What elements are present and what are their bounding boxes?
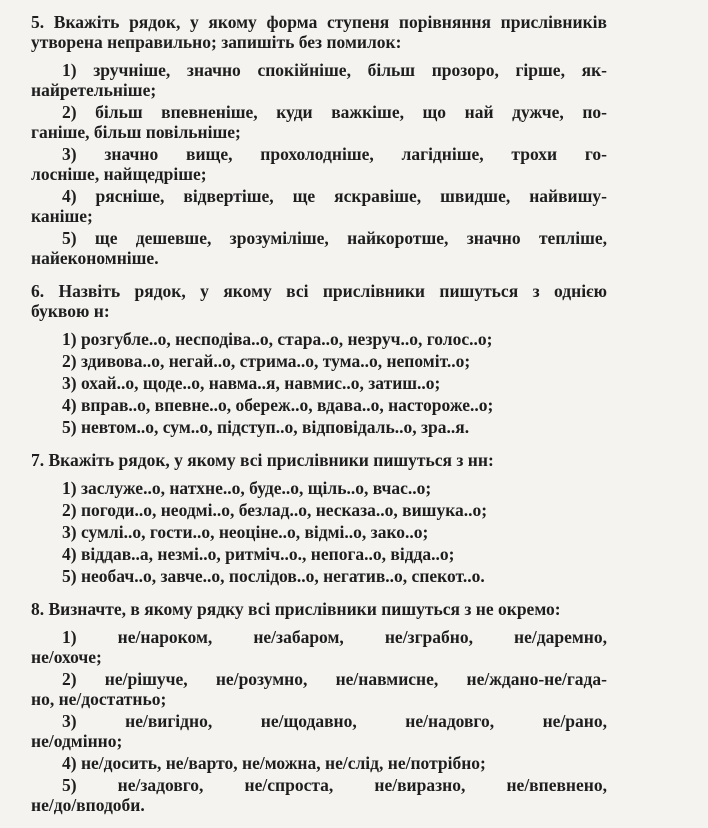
text-line: 2) здивова..о, негай..о, стрима..о, тума..о, непоміт..о; — [62, 351, 471, 371]
text-line: 3) сумлі..о, гости..о, неоціне..о, відмі..о, зако..о; — [62, 522, 429, 542]
text-line: 4) віддав..а, незмі..о, ритміч..о., непога..о, відда..о; — [62, 544, 455, 564]
text-line: 1) розгубле..о, несподіва..о, стара..о, незруч..о, голос..о; — [62, 329, 493, 349]
answer-option — [31, 228, 607, 268]
text-line: 3) значно вище, прохолодніше, лагідніше, трохи го- — [62, 144, 607, 164]
answer-option — [31, 669, 607, 709]
text-line: 1) зручніше, значно спокійніше, більш прозоро, гірше, як- — [62, 60, 607, 80]
text-line: 4) вправ..о, впевне..о, обереж..о, вдава..о, настороже..о; — [62, 395, 494, 415]
text-line: 5) необач..о, завче..о, послідов..о, негатив..о, спекот..о. — [62, 566, 485, 586]
text-line: 5) невтом..о, сум..о, підступ..о, відповідаль..о, зра..я. — [62, 417, 470, 437]
question-title — [31, 599, 607, 619]
answer-option — [31, 775, 607, 815]
exercise-page — [31, 12, 607, 828]
text-line: каніше; — [31, 206, 93, 226]
text-line: ганіше, більш повільніше; — [31, 122, 241, 142]
text-line: 1) не/нароком, не/забаром, не/зграбно, не/даремно, — [62, 627, 607, 647]
question-7 — [31, 450, 607, 586]
text-line: 5) ще дешевше, зрозуміліше, найкоротше, значно тепліше, — [62, 228, 607, 248]
question-title — [31, 450, 607, 470]
text-line: лосніше, найщедріше; — [31, 164, 207, 184]
question-title — [31, 12, 607, 52]
answer-option — [31, 144, 607, 184]
text-line: 8. Визначте, в якому рядку всі прислівники пишуться з не окремо: — [31, 599, 561, 619]
answer-option — [31, 373, 607, 393]
answer-option — [31, 417, 607, 437]
text-line: 2) більш впевненіше, куди важкіше, що най дужче, по- — [62, 102, 607, 122]
text-line: 4) рясніше, відвертіше, ще яскравіше, швидше, найвишу- — [62, 186, 607, 206]
text-line: 1) заслуже..о, натхне..о, буде..о, щіль..о, вчас..о; — [62, 478, 432, 498]
answer-option — [31, 395, 607, 415]
question-title — [31, 281, 607, 321]
answer-option — [31, 544, 607, 564]
answer-option — [31, 351, 607, 371]
question-5 — [31, 12, 607, 268]
answer-option — [31, 627, 607, 667]
question-8 — [31, 599, 607, 815]
text-line: 3) охай..о, щоде..о, навма..я, навмис..о, затиш..о; — [62, 373, 441, 393]
text-line: найекономніше. — [31, 248, 159, 268]
answer-option — [31, 186, 607, 226]
text-line: утворена неправильно; запишіть без помилок: — [31, 32, 402, 52]
answer-option — [31, 500, 607, 520]
text-line: не/охоче; — [31, 647, 102, 667]
answer-option — [31, 478, 607, 498]
answer-option — [31, 566, 607, 586]
text-line: 2) погоди..о, неодмі..о, безлад..о, несказа..о, вишука..о; — [62, 500, 488, 520]
answer-option — [31, 60, 607, 100]
text-line: но, не/достатньо; — [31, 689, 167, 709]
question-6 — [31, 281, 607, 437]
answer-option — [31, 102, 607, 142]
answer-option — [31, 711, 607, 751]
text-line: 5) не/задовго, не/спроста, не/виразно, не/впевнено, — [62, 775, 607, 795]
text-line: 5. Вкажіть рядок, у якому форма ступеня порівняння прислівників — [31, 12, 607, 32]
text-line: 4) не/досить, не/варто, не/можна, не/слід, не/потрібно; — [62, 753, 486, 773]
text-line: не/до/вподоби. — [31, 795, 145, 815]
text-line: 6. Назвіть рядок, у якому всі прислівники пишуться з однією — [31, 281, 607, 301]
answer-option — [31, 753, 607, 773]
text-line: 3) не/вигідно, не/щодавно, не/надовго, не/рано, — [62, 711, 607, 731]
text-line: 7. Вкажіть рядок, у якому всі прислівники пишуться з нн: — [31, 450, 494, 470]
answer-option — [31, 522, 607, 542]
answer-option — [31, 329, 607, 349]
text-line: не/одмінно; — [31, 731, 123, 751]
text-line: буквою н: — [31, 301, 110, 321]
text-line: 2) не/рішуче, не/розумно, не/навмисне, не/ждано-не/гада- — [62, 669, 607, 689]
text-line: найретельніше; — [31, 80, 157, 100]
